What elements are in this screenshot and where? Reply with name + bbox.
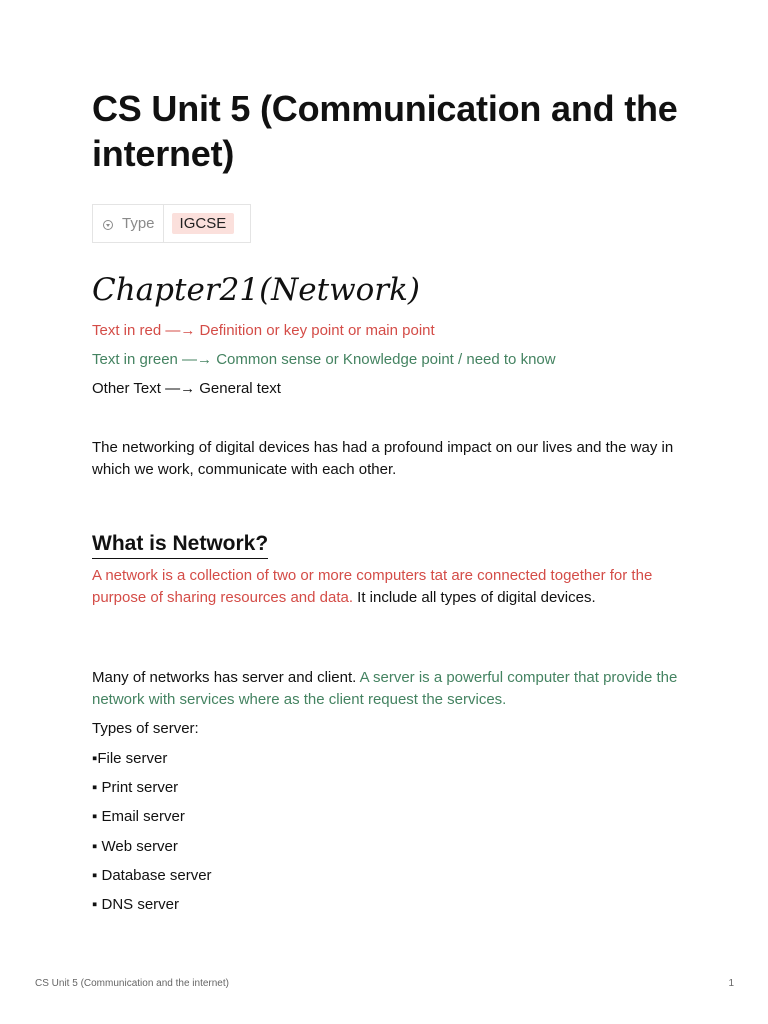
chapter-heading: Chapter21(Network) xyxy=(92,272,420,308)
list-item: ▪ Print server xyxy=(92,779,179,797)
page-title: CS Unit 5 (Communication and the internet) xyxy=(92,88,678,174)
property-row-type[interactable] xyxy=(92,204,251,243)
property-label xyxy=(93,205,164,242)
section-heading: What is Network? xyxy=(92,530,268,559)
network-definition-paragraph xyxy=(92,565,682,609)
legend-green-line: Text in green —→ Common sense or Knowledge point / need to know xyxy=(92,351,556,368)
list-item: ▪ Email server xyxy=(92,808,185,826)
footer-page-number: 1 xyxy=(728,978,734,989)
server-types-list xyxy=(92,748,212,923)
server-definition-green: A server is a powerful computer that provide the network with services where as the client request the services. xyxy=(92,669,678,708)
network-definition-red: A network is a collection of two or more computers tat are connected together for the purpose of sharing resources and data. xyxy=(92,567,653,606)
legend-red-line: Text in red —→ Definition or key point or main point xyxy=(92,322,435,339)
legend-other-line: Other Text —→ General text xyxy=(92,380,281,397)
list-item: ▪ DNS server xyxy=(92,895,179,913)
list-item: ▪ Web server xyxy=(92,837,178,855)
server-intro: Many of networks has server and client. xyxy=(92,669,360,686)
type-tag[interactable]: IGCSE xyxy=(172,213,235,234)
list-item: ▪ Database server xyxy=(92,866,212,884)
dropdown-circle-icon xyxy=(103,220,113,230)
property-label-text: Type xyxy=(122,215,155,232)
footer-title: CS Unit 5 (Communication and the internet) xyxy=(35,978,229,989)
intro-paragraph: The networking of digital devices has had a profound impact on our lives and the way in which we work, communicate with each other. xyxy=(92,439,674,478)
network-definition-rest: It include all types of digital devices. xyxy=(353,589,596,606)
property-value-cell[interactable] xyxy=(164,205,251,242)
list-item: ▪File server xyxy=(92,750,168,767)
server-types-label: Types of server: xyxy=(92,720,199,737)
server-paragraph xyxy=(92,667,682,711)
